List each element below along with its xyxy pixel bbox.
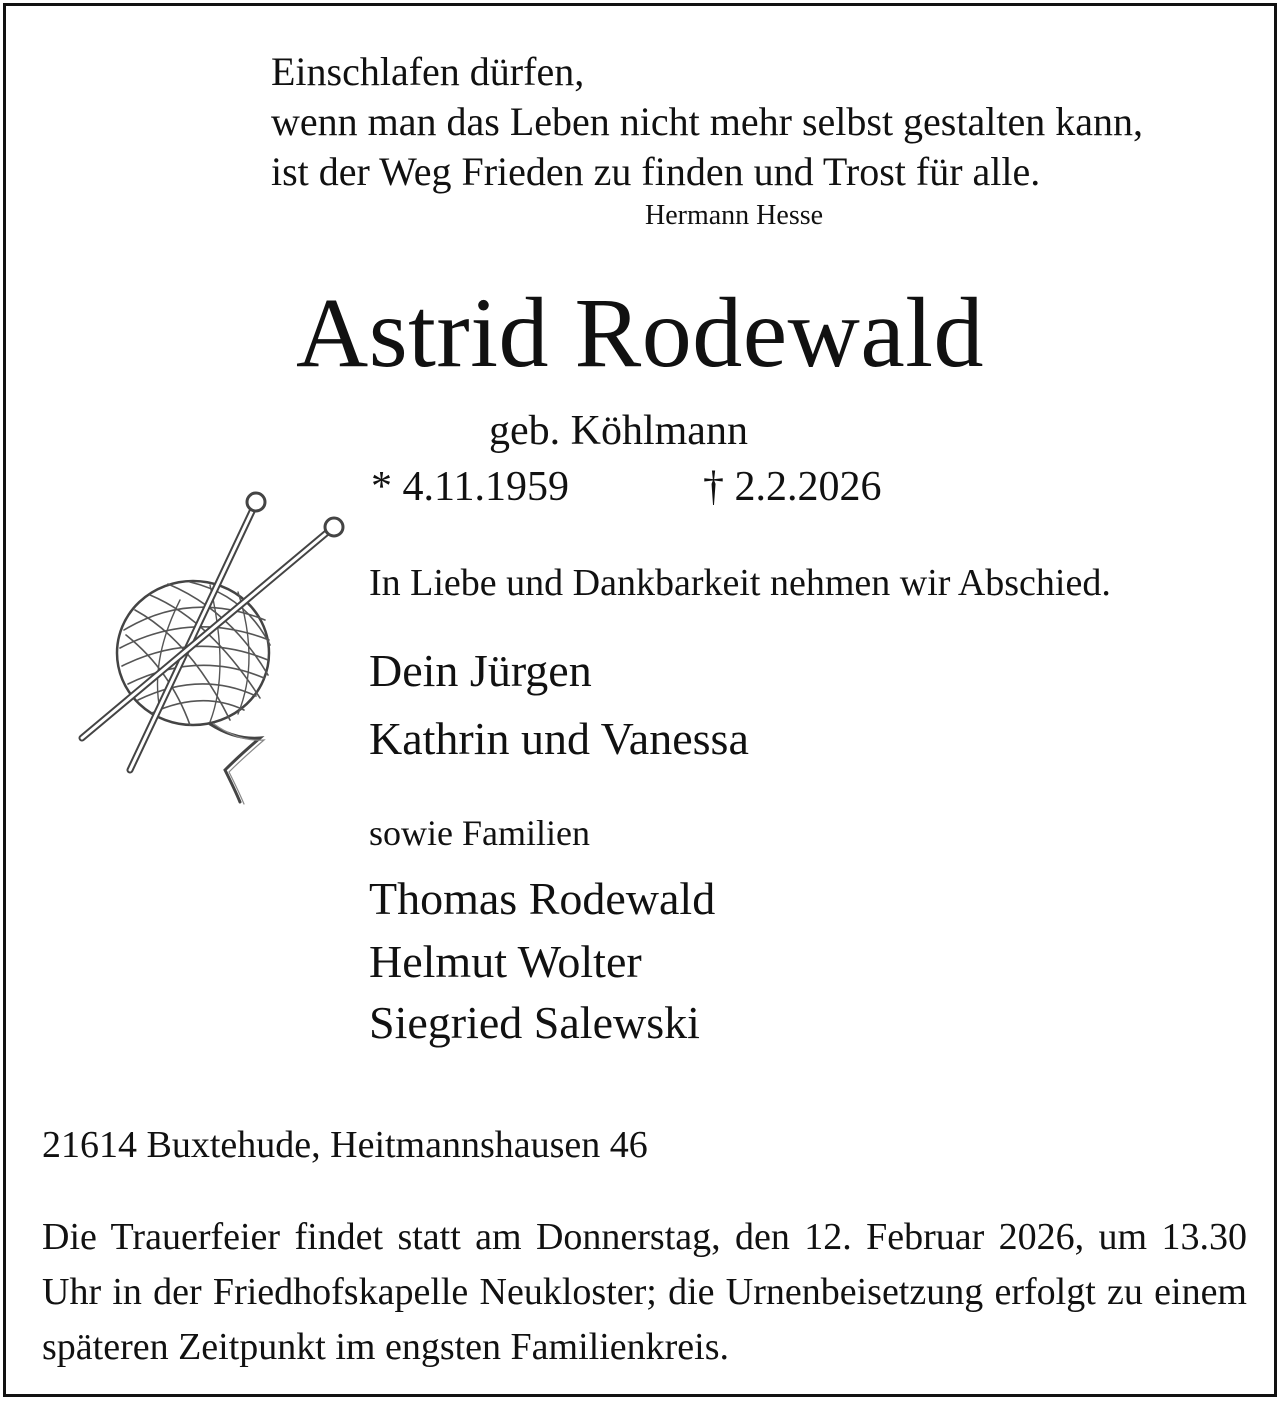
- yarn-ball-knitting-needles-icon: [60, 470, 360, 815]
- quote-author: Hermann Hesse: [645, 200, 824, 231]
- mourner-close-1: Dein Jürgen: [369, 645, 592, 696]
- death-date: † 2.2.2026: [703, 464, 882, 510]
- deceased-name: Astrid Rodewald: [296, 277, 984, 388]
- quote-line-1: Einschlafen dürfen,: [271, 49, 585, 94]
- birth-date: * 4.11.1959: [371, 464, 569, 510]
- mourner-close-2: Kathrin und Vanessa: [369, 713, 749, 764]
- family-1: Thomas Rodewald: [369, 873, 716, 924]
- family-3: Siegried Salewski: [369, 997, 700, 1048]
- quote-line-3: ist der Weg Frieden zu finden und Trost für alle.: [271, 149, 1041, 194]
- ceremony-notice: Die Trauerfeier findet statt am Donnerstag, den 12. Februar 2026, um 13.30 Uhr in der Friedhofskapelle Neukloster; die Urnenbeisetzung erfolgt zu einem späteren Zeitpunkt im engsten Familienkreis.: [42, 1216, 1247, 1368]
- family-2: Helmut Wolter: [369, 936, 642, 987]
- also-families-label: sowie Familien: [369, 813, 590, 853]
- birth-name: geb. Köhlmann: [489, 408, 748, 454]
- mourning-address: 21614 Buxtehude, Heitmannshausen 46: [42, 1124, 648, 1166]
- quote-line-2: wenn man das Leben nicht mehr selbst gestalten kann,: [271, 99, 1143, 144]
- farewell-intro: In Liebe und Dankbarkeit nehmen wir Abschied.: [369, 562, 1111, 604]
